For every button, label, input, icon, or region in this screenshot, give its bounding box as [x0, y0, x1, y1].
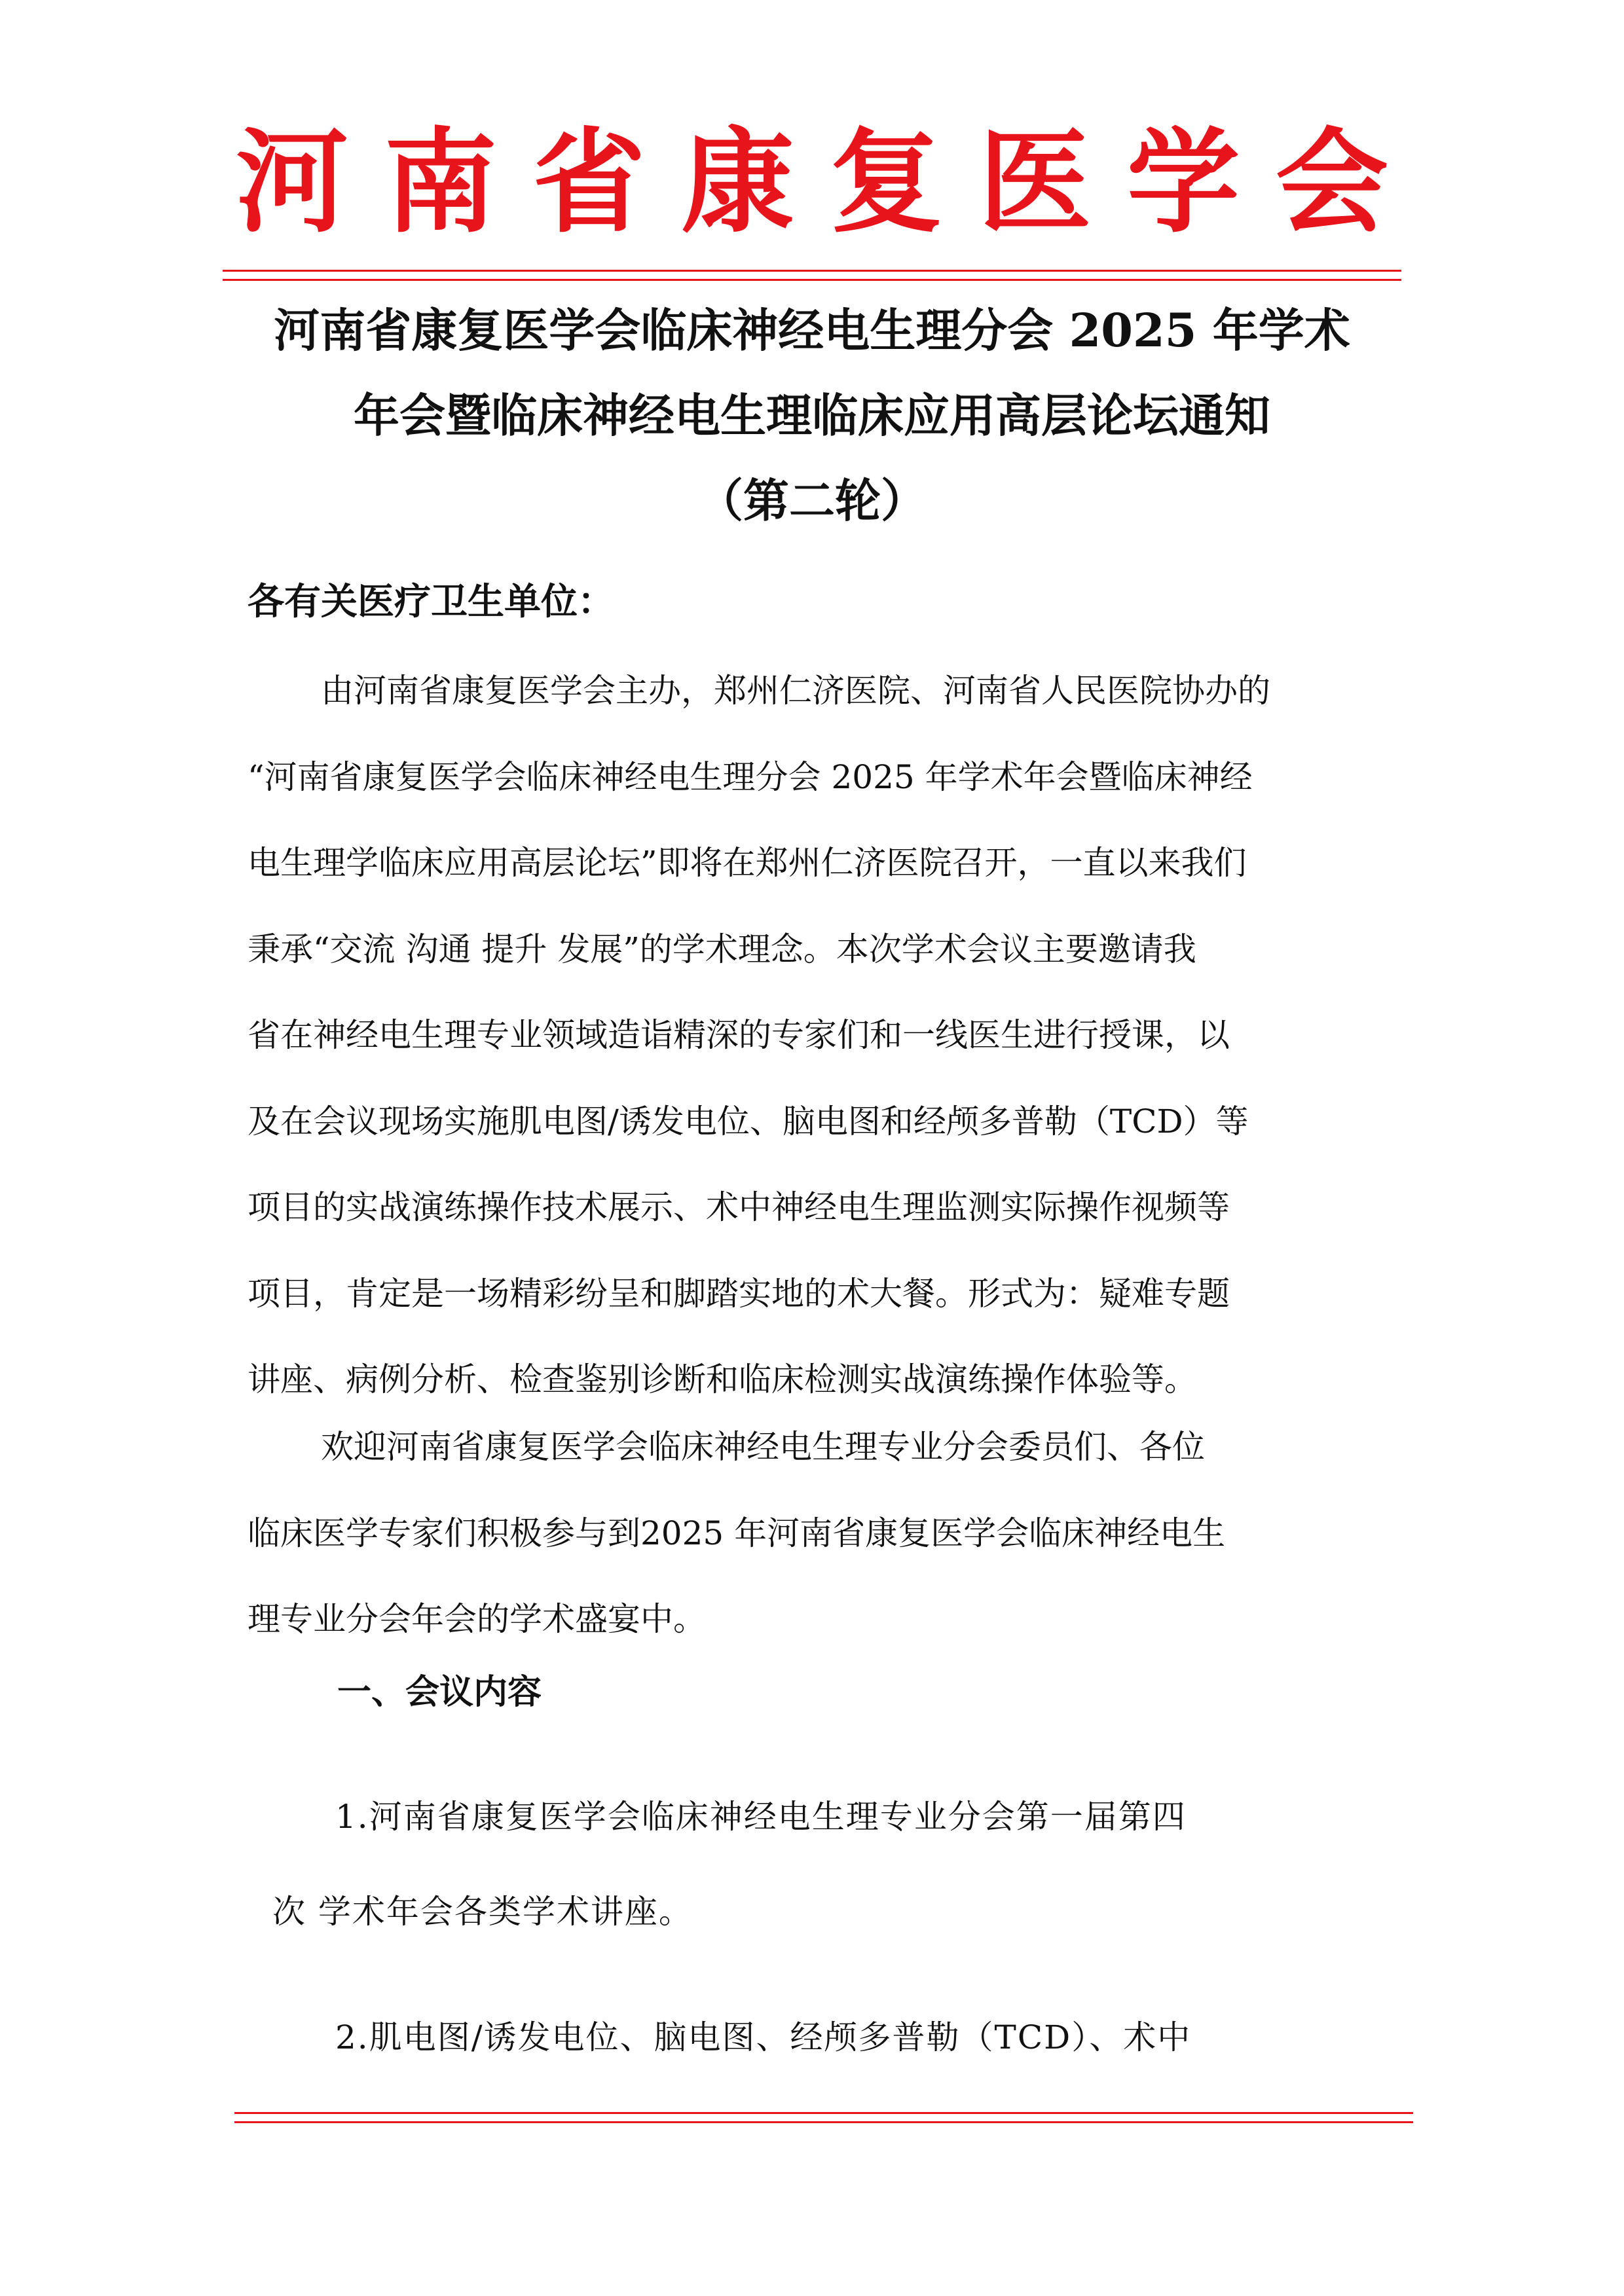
paragraph-line: “河南省康复医学会临床神经电生理分会 2025 年学术年会暨临床神经	[248, 757, 1253, 796]
paragraph-intro	[248, 648, 1270, 1423]
paragraph-line: 由河南省康复医学会主办，郑州仁济医院、河南省人民医院协办的	[321, 672, 1270, 710]
paragraph-line: 省在神经电生理专业领域造诣精深的专家们和一线医生进行授课，以	[248, 1016, 1230, 1054]
paragraph-line: 讲座、病例分析、检查鉴别诊断和临床检测实战演练操作体验等。	[248, 1360, 1197, 1398]
org-name-char: 复	[830, 115, 943, 248]
list-item-2-line-1: 2.肌电图/诱发电位、脑电图、经颅多普勒（TCD）、术中	[335, 2018, 1192, 2056]
footer-divider-top	[234, 2112, 1413, 2114]
paragraph-line: 欢迎河南省康复医学会临床神经电生理专业分会委员们、各位	[321, 1428, 1205, 1466]
document-title	[216, 288, 1408, 543]
paragraph-welcome	[248, 1404, 1225, 1663]
header-divider-top	[223, 270, 1401, 272]
paragraph-line: 项目的实战演练操作技术展示、术中神经电生理监测实际操作视频等	[248, 1188, 1230, 1226]
org-name-char: 河	[236, 115, 348, 248]
list-item-1-line-1: 1.河南省康复医学会临床神经电生理专业分会第一届第四	[335, 1798, 1187, 1836]
paragraph-line: 及在会议现场实施肌电图/诱发电位、脑电图和经颅多普勒（TCD）等	[248, 1102, 1249, 1140]
org-name-char: 康	[681, 115, 794, 248]
paragraph-line: 临床医学专家们积极参与到2025 年河南省康复医学会临床神经电生	[248, 1514, 1226, 1552]
paragraph-line: 理专业分会年会的学术盛宴中。	[248, 1600, 706, 1638]
salutation: 各有关医疗卫生单位：	[248, 581, 614, 623]
paragraph-line: 项目，肯定是一场精彩纷呈和脚踏实地的术大餐。形式为：疑难专题	[248, 1274, 1230, 1313]
paragraph-line: 秉承“交流 沟通 提升 发展”的学术理念。本次学术会议主要邀请我	[248, 930, 1196, 968]
title-line-3: （第二轮）	[697, 473, 927, 528]
footer-divider-bottom	[234, 2121, 1413, 2123]
list-item-1-line-2: 次 学术年会各类学术讲座。	[272, 1893, 693, 1931]
org-name-heading	[236, 117, 1388, 247]
org-name-char: 会	[1275, 115, 1388, 248]
org-name-char: 医	[978, 115, 1092, 248]
section-heading-meeting-content: 一、会议内容	[337, 1673, 542, 1712]
paragraph-line: 电生理学临床应用高层论坛”即将在郑州仁济医院召开，一直以来我们	[248, 844, 1247, 882]
org-name-char: 省	[532, 115, 646, 248]
org-name-char: 南	[384, 115, 497, 248]
org-name-char: 学	[1127, 115, 1240, 248]
title-line-1: 河南省康复医学会临床神经电生理分会 2025 年学术	[274, 303, 1350, 357]
title-line-2: 年会暨临床神经电生理临床应用高层论坛通知	[354, 388, 1270, 443]
header-divider-bottom	[223, 279, 1401, 281]
